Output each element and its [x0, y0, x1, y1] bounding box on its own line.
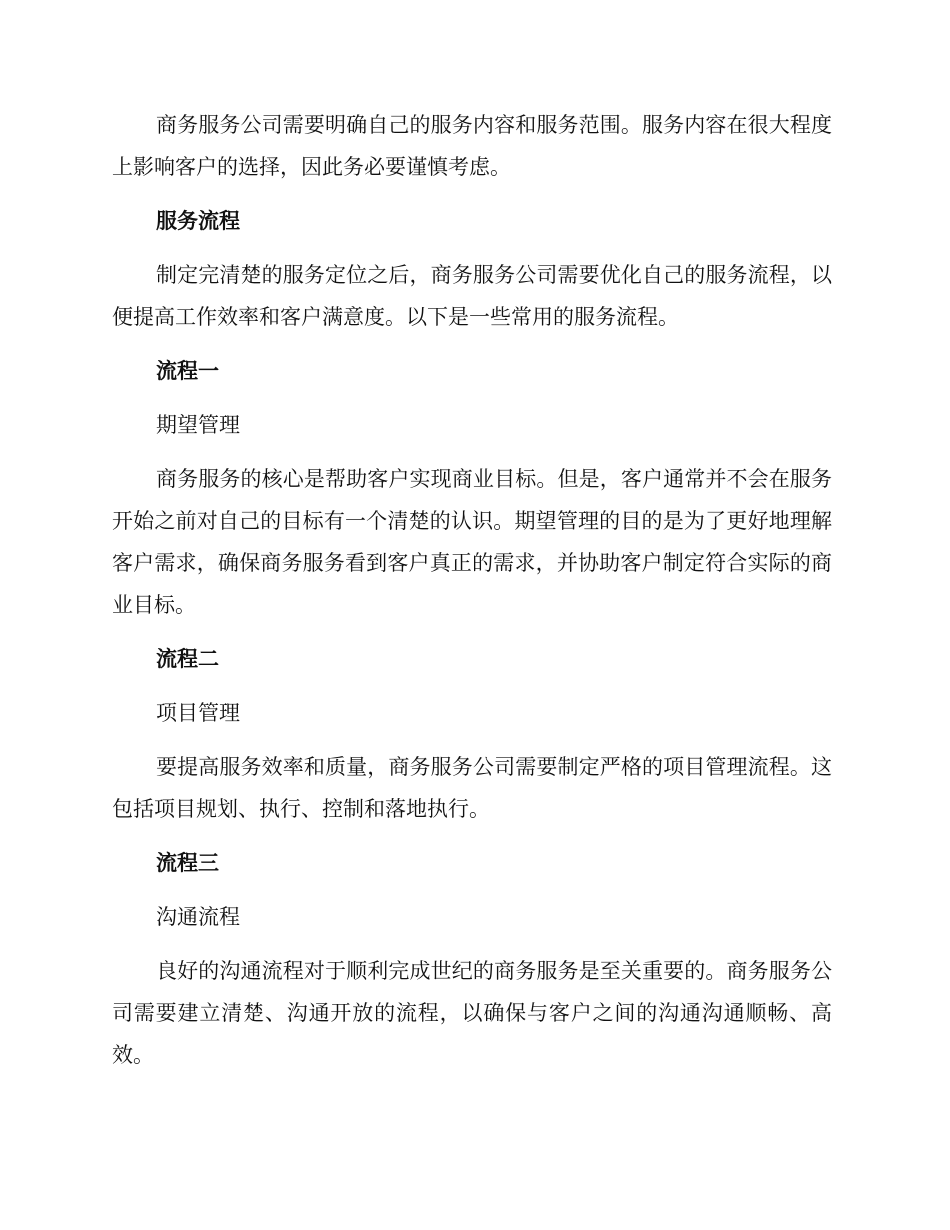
step-3-heading: 流程三	[156, 850, 219, 875]
step-1-heading: 流程一	[156, 358, 219, 383]
step-1-subtitle: 期望管理	[156, 413, 240, 437]
step-2-paragraph: 要提高服务效率和质量，商务服务公司需要制定严格的项目管理流程。这包括项目规划、执行、控制和落地执行。	[112, 755, 832, 821]
step-1-paragraph: 商务服务的核心是帮助客户实现商业目标。但是，客户通常并不会在服务开始之前对自己的目标有一个清楚的认识。期望管理的目的是为了更好地理解客户需求，确保商务服务看到客户真正的需求，并协助客户制定符合实际的商业目标。	[112, 467, 832, 617]
step-3-subtitle: 沟通流程	[156, 905, 240, 929]
document-body	[112, 104, 832, 1088]
intro-paragraph: 商务服务公司需要明确自己的服务内容和服务范围。服务内容在很大程度上影响客户的选择，因此务必要谨慎考虑。	[112, 113, 832, 179]
step-2-heading: 流程二	[156, 646, 219, 671]
step-2-subtitle: 项目管理	[156, 701, 240, 725]
section-heading: 服务流程	[156, 208, 240, 233]
step-3-paragraph: 良好的沟通流程对于顺利完成世纪的商务服务是至关重要的。商务服务公司需要建立清楚、沟通开放的流程，以确保与客户之间的沟通沟通顺畅、高效。	[112, 959, 832, 1067]
section-paragraph: 制定完清楚的服务定位之后，商务服务公司需要优化自己的服务流程，以便提高工作效率和客户满意度。以下是一些常用的服务流程。	[112, 263, 832, 329]
